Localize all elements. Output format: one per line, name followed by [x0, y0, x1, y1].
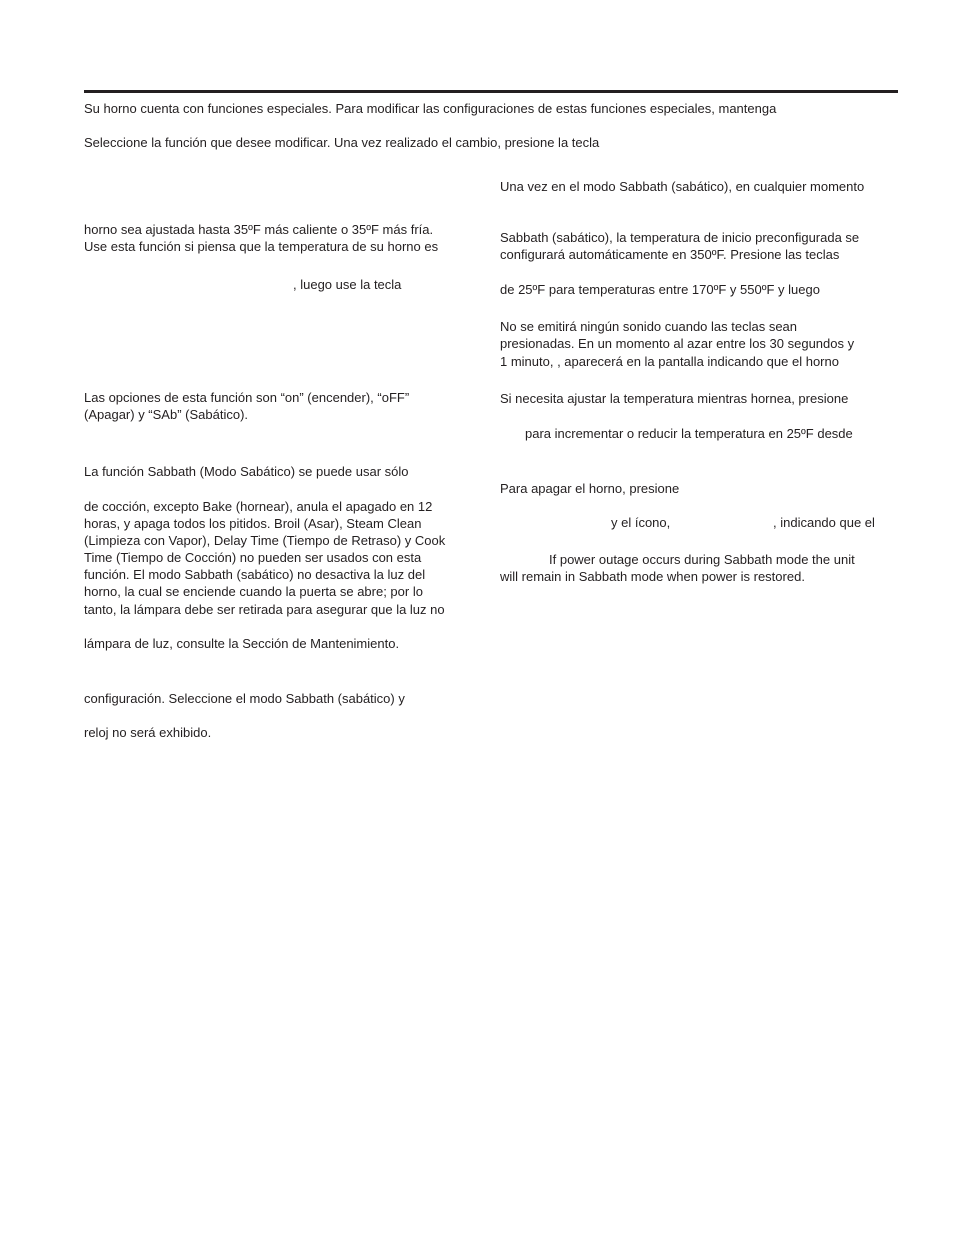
left-adjust-line-1: horno sea ajustada hasta 35ºF más caliente o 35ºF más fría.	[84, 222, 434, 237]
right-line-1: Una vez en el modo Sabbath (sabático), en cualquier momento	[500, 179, 865, 194]
left-config-line-2: reloj no será exhibido.	[84, 725, 212, 740]
intro-line-1: Su horno cuenta con funciones especiales. Para modificar las configuraciones de estas funciones especiales, mantenga	[84, 101, 777, 116]
left-config-line-1: configuración. Seleccione el modo Sabbath (sabático) y	[84, 691, 405, 706]
intro-line-2: Seleccione la función que desee modificar. Una vez realizado el cambio, presione la tecla	[84, 135, 600, 150]
right-line-11a: y el ícono,	[611, 515, 671, 530]
left-sabbath-line-4: (Limpieza con Vapor), Delay Time (Tiempo de Retraso) y Cook	[84, 533, 446, 548]
left-sabbath-line-1: La función Sabbath (Modo Sabático) se puede usar sólo	[84, 464, 409, 479]
right-line-10: Para apagar el horno, presione	[500, 481, 680, 496]
left-options-line-2: (Apagar) y “SAb” (Sabático).	[84, 407, 249, 422]
right-line-3: configurará automáticamente en 350ºF. Presione las teclas	[500, 247, 840, 262]
left-sabbath-line-3: horas, y apaga todos los pitidos. Broil (Asar), Steam Clean	[84, 516, 422, 531]
left-sabbath-line-2: de cocción, excepto Bake (hornear), anula el apagado en 12	[84, 499, 433, 514]
left-adjust-line-2: Use esta función si piensa que la temperatura de su horno es	[84, 239, 439, 254]
left-sabbath-line-5: Time (Tiempo de Cocción) no pueden ser usados con esta	[84, 550, 422, 565]
left-sabbath-line-8: tanto, la lámpara debe ser retirada para asegurar que la luz no	[84, 602, 445, 617]
right-line-9: para incrementar o reducir la temperatura en 25ºF desde	[525, 426, 853, 441]
right-line-13: will remain in Sabbath mode when power is restored.	[500, 569, 805, 584]
right-line-11b: , indicando que el	[773, 515, 875, 530]
right-line-5: No se emitirá ningún sonido cuando las teclas sean	[500, 319, 798, 334]
left-options-line-1: Las opciones de esta función son “on” (encender), “oFF”	[84, 390, 410, 405]
right-line-2: Sabbath (sabático), la temperatura de inicio preconfigurada se	[500, 230, 860, 245]
right-line-6: presionadas. En un momento al azar entre los 30 segundos y	[500, 336, 855, 351]
left-sabbath-line-7: horno, la cual se enciende cuando la puerta se abre; por lo	[84, 584, 423, 599]
right-line-7: 1 minuto, , aparecerá en la pantalla indicando que el horno	[500, 354, 839, 369]
right-line-4: de 25ºF para temperaturas entre 170ºF y 550ºF y luego	[500, 282, 820, 297]
left-adjust-line-3: , luego use la tecla	[293, 277, 402, 292]
left-sabbath-line-6: función. El modo Sabbath (sabático) no desactiva la luz del	[84, 567, 426, 582]
right-line-12: If power outage occurs during Sabbath mode the unit	[549, 552, 855, 567]
header-rule	[84, 90, 898, 93]
right-line-8: Si necesita ajustar la temperatura mientras hornea, presione	[500, 391, 849, 406]
left-sabbath-line-9: lámpara de luz, consulte la Sección de Mantenimiento.	[84, 636, 400, 651]
